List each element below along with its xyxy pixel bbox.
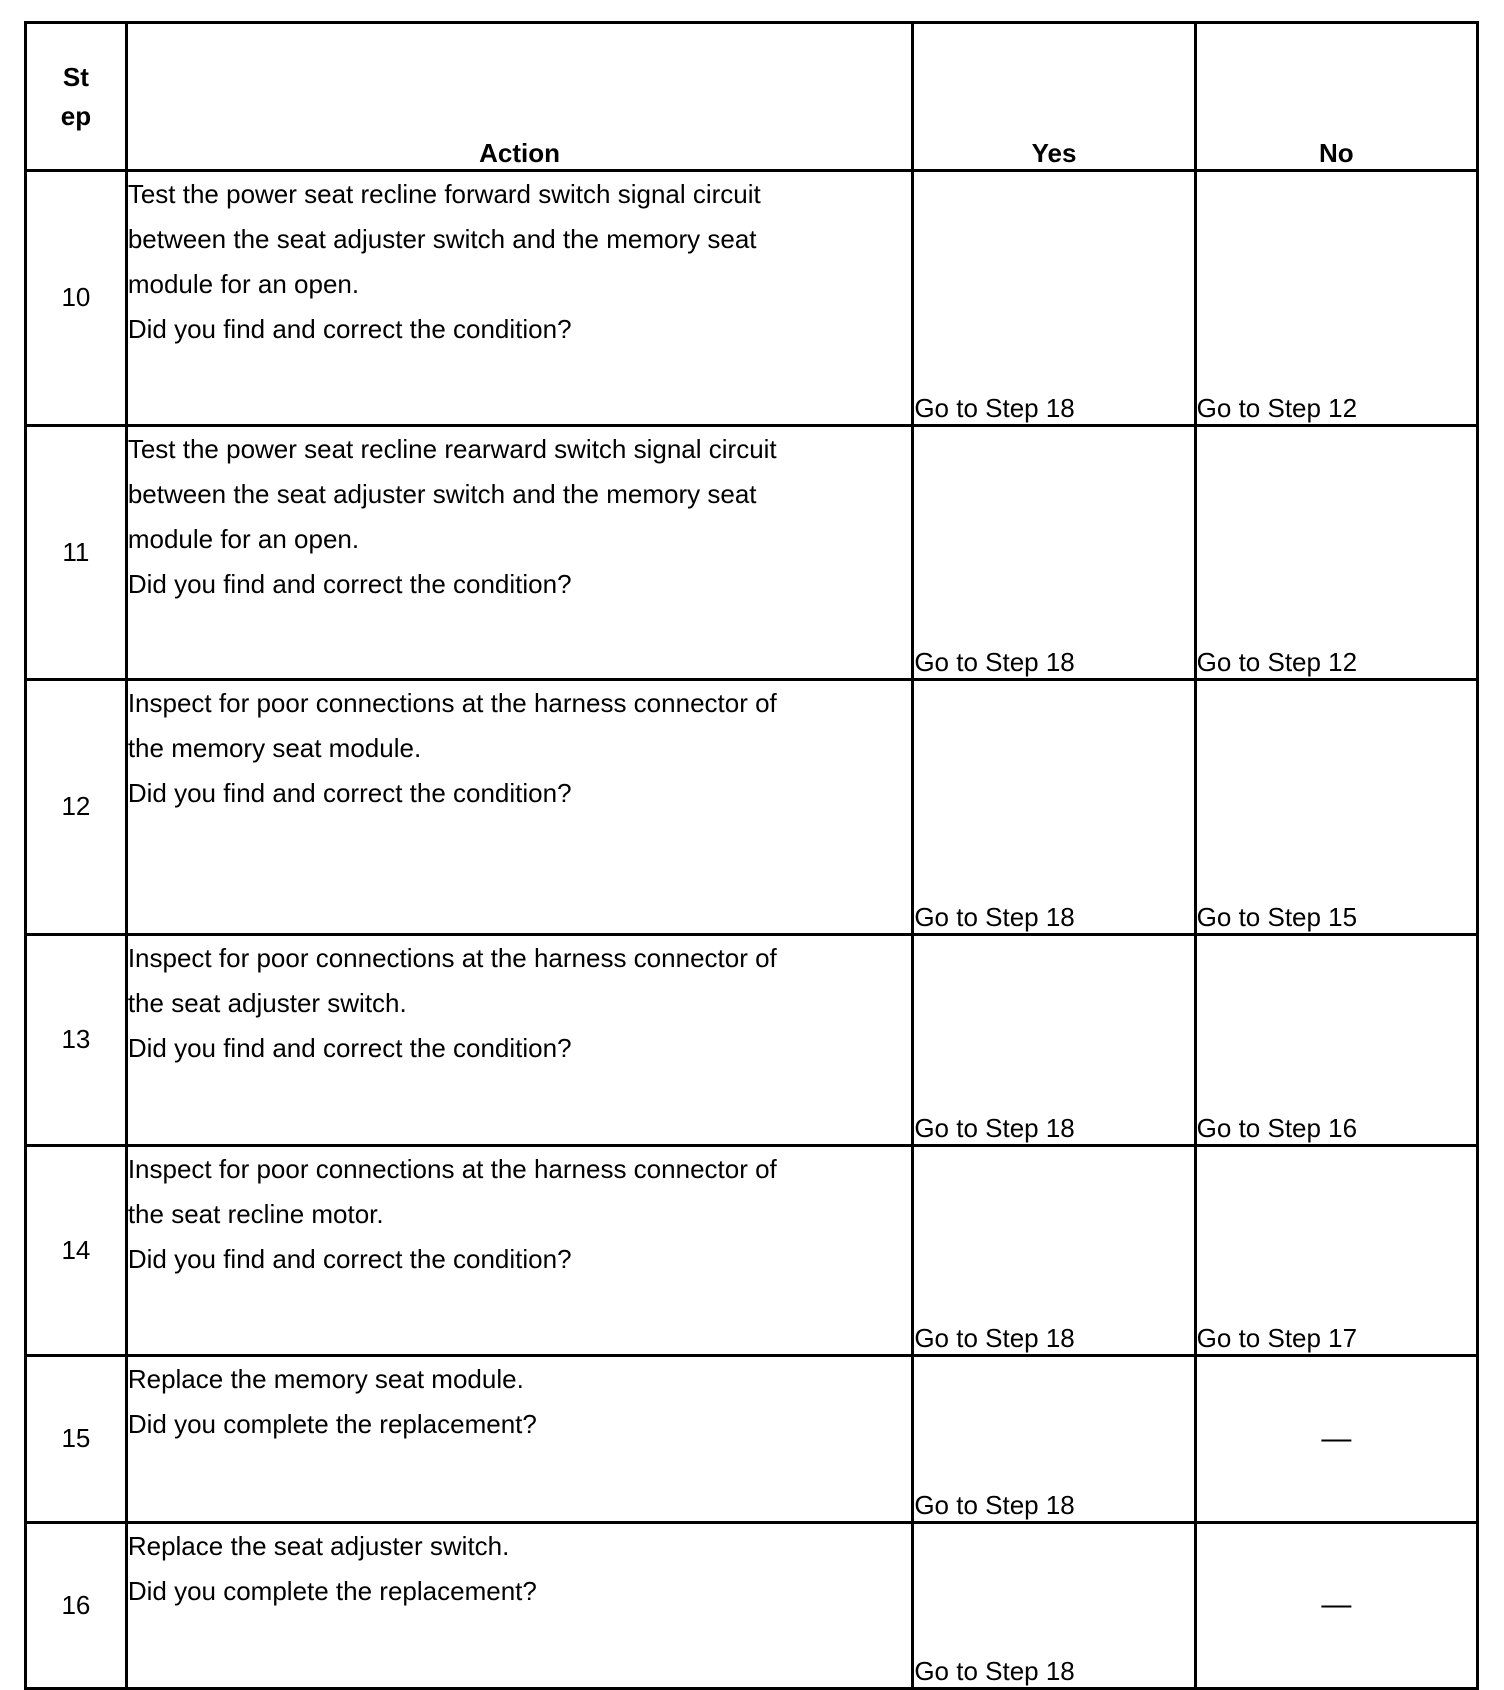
header-action: Action [126,23,913,171]
action-line: between the seat adjuster switch and the memory seat [127,478,757,509]
no-cell: — [1195,1356,1477,1522]
action-line: between the seat adjuster switch and the memory seat [127,224,757,254]
action-cell [126,680,913,935]
action-line: Replace the memory seat module. [127,1364,524,1395]
yes-cell: Go to Step 18 [913,1356,1195,1522]
action-line: the seat recline motor. [127,1198,384,1229]
step-number: 12 [26,680,127,935]
table-row [26,1522,1478,1688]
step-number: 14 [26,1145,127,1355]
header-yes: Yes [913,23,1195,171]
table-row [26,171,1478,426]
table-row [26,1145,1478,1355]
action-cell [126,425,913,680]
action-cell [126,1145,913,1355]
header-no: No [1195,23,1477,171]
diagnostic-table [24,21,1479,1690]
action-line: the seat adjuster switch. [127,987,407,1018]
action-line: Inspect for poor connections at the harness connector of [127,1153,777,1184]
step-number: 16 [26,1522,127,1688]
header-step [26,23,127,171]
action-line: Inspect for poor connections at the harness connector of [127,688,777,718]
no-cell: Go to Step 12 [1195,425,1477,680]
action-line: Did you find and correct the condition? [127,778,572,808]
no-cell: Go to Step 16 [1195,934,1477,1145]
no-cell: Go to Step 17 [1195,1145,1477,1355]
table-row [26,425,1478,680]
yes-cell: Go to Step 18 [913,1522,1195,1688]
yes-cell: Go to Step 18 [913,171,1195,426]
action-line: Inspect for poor connections at the harness connector of [127,942,777,973]
action-line: module for an open. [127,269,360,299]
action-line: Did you find and correct the condition? [127,1243,572,1274]
step-number: 15 [26,1356,127,1522]
table-row [26,680,1478,935]
action-cell [126,171,913,426]
no-cell: Go to Step 12 [1195,171,1477,426]
action-cell [126,1356,913,1522]
action-line: Test the power seat recline forward switch signal circuit [127,179,761,209]
step-number: 13 [26,934,127,1145]
header-step-line: St [62,61,89,92]
no-cell: — [1195,1522,1477,1688]
yes-cell: Go to Step 18 [913,680,1195,935]
yes-cell: Go to Step 18 [913,934,1195,1145]
table-row [26,934,1478,1145]
table-header-row [26,23,1478,171]
action-line: Replace the seat adjuster switch. [127,1530,510,1561]
action-cell [126,1522,913,1688]
action-line: Did you find and correct the condition? [127,1032,572,1063]
step-number: 11 [26,425,127,680]
action-line: Did you find and correct the condition? [127,568,572,599]
action-line: Test the power seat recline rearward switch signal circuit [127,433,777,464]
action-line: the memory seat module. [127,733,422,763]
action-cell [126,934,913,1145]
header-step-line: ep [60,100,92,131]
action-line: Did you complete the replacement? [127,1409,537,1440]
step-number: 10 [26,171,127,426]
no-cell: Go to Step 15 [1195,680,1477,935]
action-line: Did you complete the replacement? [127,1575,537,1606]
table-row [26,1356,1478,1522]
yes-cell: Go to Step 18 [913,1145,1195,1355]
action-line: Did you find and correct the condition? [127,314,572,344]
yes-cell: Go to Step 18 [913,425,1195,680]
action-line: module for an open. [127,523,360,554]
